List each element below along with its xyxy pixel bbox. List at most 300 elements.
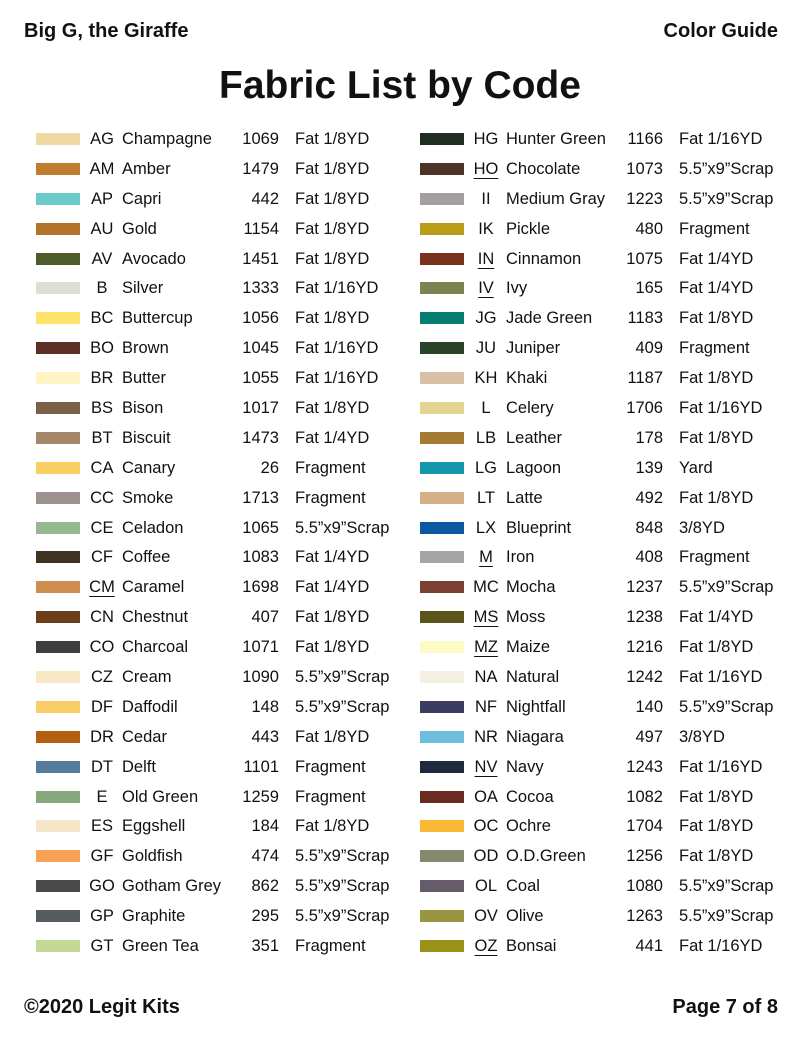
fabric-size: 5.5”x9”Scrap (679, 578, 774, 597)
fabric-size: Fat 1/8YD (295, 219, 370, 238)
fabric-row (418, 901, 788, 931)
fabric-row (418, 513, 788, 543)
fabric-size: Fat 1/4YD (295, 548, 370, 567)
fabric-size: Fat 1/4YD (679, 279, 754, 298)
fabric-name: Capri (122, 189, 162, 208)
fabric-row (34, 483, 404, 513)
color-swatch (36, 282, 80, 294)
fabric-row (418, 692, 788, 722)
color-swatch (36, 223, 80, 235)
guide-section-label: Color Guide (663, 20, 778, 42)
color-swatch (36, 133, 80, 145)
fabric-row (418, 752, 788, 782)
fabric-row (34, 184, 404, 214)
fabric-size: Fat 1/16YD (679, 937, 763, 956)
fabric-code: AM (89, 159, 115, 178)
fabric-number: 1243 (626, 757, 663, 776)
fabric-number: 1333 (242, 279, 279, 298)
fabric-size: Fat 1/16YD (679, 399, 763, 418)
fabric-size: 5.5”x9”Scrap (295, 668, 390, 687)
fabric-name: Pickle (506, 219, 551, 238)
fabric-row (34, 542, 404, 572)
fabric-code: JG (475, 309, 497, 328)
color-swatch (420, 731, 464, 743)
fabric-code: CA (90, 458, 114, 477)
fabric-name: Niagara (506, 727, 564, 746)
fabric-row (34, 811, 404, 841)
fabric-name: Jade Green (506, 309, 593, 328)
fabric-code: OA (474, 787, 498, 806)
fabric-code: DF (91, 697, 113, 716)
fabric-size: Fat 1/8YD (295, 159, 370, 178)
fabric-number: 441 (635, 937, 663, 956)
color-swatch (420, 671, 464, 683)
fabric-row (418, 602, 788, 632)
fabric-code: GT (90, 937, 114, 956)
fabric-number: 1056 (242, 309, 279, 328)
fabric-row (34, 214, 404, 244)
color-swatch (36, 342, 80, 354)
color-swatch (36, 551, 80, 563)
fabric-size: Fat 1/4YD (295, 428, 370, 447)
fabric-code: OZ (474, 937, 498, 956)
fabric-number: 862 (251, 877, 279, 896)
fabric-name: Green Tea (122, 937, 199, 956)
fabric-name: Ivy (506, 279, 528, 298)
fabric-row (34, 513, 404, 543)
fabric-row (418, 811, 788, 841)
fabric-size: Fat 1/4YD (295, 578, 370, 597)
color-swatch (420, 820, 464, 832)
fabric-size: Fragment (679, 339, 750, 358)
color-swatch (36, 791, 80, 803)
fabric-name: Iron (506, 548, 535, 567)
fabric-code: CC (90, 488, 114, 507)
fabric-size: 5.5”x9”Scrap (295, 847, 390, 866)
fabric-number: 1256 (626, 847, 663, 866)
fabric-row (34, 871, 404, 901)
fabric-row (34, 333, 404, 363)
fabric-number: 1223 (626, 189, 663, 208)
fabric-row (34, 722, 404, 752)
fabric-code: GO (89, 877, 115, 896)
fabric-row (418, 333, 788, 363)
fabric-code: LX (475, 518, 497, 537)
color-swatch (36, 671, 80, 683)
fabric-code: B (96, 279, 108, 298)
fabric-name: Navy (506, 757, 544, 776)
fabric-number: 26 (260, 458, 279, 477)
fabric-name: Biscuit (122, 428, 171, 447)
fabric-row (418, 393, 788, 423)
fabric-row (418, 722, 788, 752)
color-swatch (420, 581, 464, 593)
fabric-number: 1473 (242, 428, 279, 447)
fabric-row (418, 841, 788, 871)
color-swatch (36, 492, 80, 504)
color-swatch (420, 402, 464, 414)
fabric-row (418, 871, 788, 901)
fabric-name: Coal (506, 877, 540, 896)
fabric-size: Fat 1/16YD (295, 279, 379, 298)
color-swatch (420, 611, 464, 623)
fabric-code: IN (477, 249, 495, 268)
fabric-name: Charcoal (122, 638, 189, 657)
fabric-row (418, 423, 788, 453)
fabric-code: IK (478, 219, 494, 238)
fabric-name: Maize (506, 638, 551, 657)
fabric-row (418, 303, 788, 333)
color-swatch (36, 641, 80, 653)
fabric-name: Lagoon (506, 458, 562, 477)
fabric-code: ES (90, 817, 113, 836)
fabric-number: 497 (635, 727, 663, 746)
fabric-name: Canary (122, 458, 176, 477)
fabric-number: 1242 (626, 668, 663, 687)
fabric-row (34, 363, 404, 393)
fabric-size: 5.5”x9”Scrap (679, 159, 774, 178)
fabric-number: 1071 (242, 638, 279, 657)
fabric-size: Fat 1/8YD (679, 787, 754, 806)
guide-title: Big G, the Giraffe (24, 20, 189, 42)
fabric-number: 1698 (242, 578, 279, 597)
color-swatch (36, 462, 80, 474)
fabric-size: 5.5”x9”Scrap (295, 518, 390, 537)
fabric-number: 492 (635, 488, 663, 507)
fabric-number: 409 (635, 339, 663, 358)
fabric-row (34, 931, 404, 961)
fabric-number: 1166 (627, 130, 663, 148)
fabric-list-left-column (34, 124, 404, 961)
fabric-number: 848 (635, 518, 663, 537)
fabric-number: 1154 (243, 219, 279, 238)
fabric-size: Fat 1/16YD (295, 369, 379, 388)
fabric-size: Fragment (295, 937, 366, 956)
fabric-name: Juniper (506, 339, 561, 358)
fabric-number: 165 (635, 279, 663, 298)
fabric-number: 1069 (242, 130, 279, 148)
color-swatch (420, 910, 464, 922)
color-swatch (36, 372, 80, 384)
fabric-row (418, 154, 788, 184)
fabric-size: Yard (679, 458, 713, 477)
fabric-size: Fat 1/8YD (679, 638, 754, 657)
fabric-number: 1055 (242, 369, 279, 388)
color-swatch (36, 193, 80, 205)
fabric-size: Fat 1/8YD (679, 488, 754, 507)
fabric-size: Fat 1/8YD (679, 369, 754, 388)
fabric-size: Fat 1/8YD (679, 847, 754, 866)
fabric-code: GF (90, 847, 114, 866)
fabric-number: 480 (635, 219, 663, 238)
color-swatch (420, 850, 464, 862)
fabric-number: 1065 (242, 518, 279, 537)
color-swatch (420, 193, 464, 205)
fabric-row (418, 782, 788, 812)
fabric-name: Cinnamon (506, 249, 582, 268)
fabric-size: Fragment (679, 548, 750, 567)
fabric-name: Khaki (506, 369, 548, 388)
fabric-size: 5.5”x9”Scrap (679, 697, 774, 716)
fabric-name: Cream (122, 668, 172, 687)
color-swatch (36, 731, 80, 743)
color-swatch (36, 432, 80, 444)
color-swatch (36, 522, 80, 534)
fabric-code: HO (473, 159, 499, 178)
color-swatch (36, 701, 80, 713)
fabric-name: Medium Gray (506, 189, 606, 208)
fabric-size: Fat 1/8YD (679, 309, 754, 328)
fabric-number: 1706 (626, 399, 663, 418)
fabric-row (34, 602, 404, 632)
fabric-number: 1101 (243, 757, 279, 776)
color-swatch (36, 253, 80, 265)
fabric-code: AG (90, 130, 114, 148)
fabric-number: 1238 (626, 608, 663, 627)
fabric-row (418, 662, 788, 692)
color-swatch (420, 880, 464, 892)
fabric-name: Butter (122, 369, 167, 388)
fabric-name: Cocoa (506, 787, 554, 806)
color-swatch (420, 282, 464, 294)
fabric-row (418, 453, 788, 483)
fabric-size: Fragment (295, 488, 366, 507)
fabric-size: Fat 1/8YD (295, 130, 370, 148)
fabric-code: L (481, 399, 491, 418)
fabric-name: Gold (122, 219, 157, 238)
fabric-row (34, 423, 404, 453)
fabric-code: E (96, 787, 108, 806)
fabric-name: Silver (122, 279, 164, 298)
copyright-notice: ©2020 Legit Kits (24, 996, 180, 1018)
fabric-code: LB (475, 428, 497, 447)
fabric-number: 1263 (626, 907, 663, 926)
fabric-number: 1183 (627, 309, 663, 328)
fabric-row (34, 453, 404, 483)
fabric-row (34, 901, 404, 931)
fabric-name: Caramel (122, 578, 185, 597)
fabric-code: OC (473, 817, 499, 836)
fabric-number: 408 (635, 548, 663, 567)
fabric-size: Fragment (295, 757, 366, 776)
fabric-row (34, 632, 404, 662)
fabric-code: BS (90, 399, 113, 418)
fabric-number: 148 (251, 697, 279, 716)
fabric-size: Fat 1/4YD (679, 608, 754, 627)
fabric-size: Fat 1/16YD (295, 339, 379, 358)
fabric-row (418, 124, 788, 154)
fabric-row (34, 782, 404, 812)
fabric-code: CO (89, 638, 115, 657)
fabric-name: Avocado (122, 249, 186, 268)
fabric-row (418, 363, 788, 393)
fabric-size: Fat 1/8YD (295, 727, 370, 746)
fabric-code: CN (90, 608, 114, 627)
fabric-name: Chestnut (122, 608, 189, 627)
fabric-number: 1216 (626, 638, 663, 657)
fabric-name: Olive (506, 907, 544, 926)
color-swatch (36, 820, 80, 832)
fabric-row (34, 273, 404, 303)
fabric-code: CE (90, 518, 114, 537)
fabric-number: 1075 (626, 249, 663, 268)
fabric-code: M (479, 548, 493, 567)
fabric-row (418, 483, 788, 513)
fabric-row (34, 154, 404, 184)
fabric-number: 474 (251, 847, 279, 866)
fabric-number: 351 (251, 937, 279, 956)
fabric-row (418, 273, 788, 303)
fabric-code: DT (91, 757, 113, 776)
fabric-code: NF (475, 697, 497, 716)
fabric-name: Leather (506, 428, 562, 447)
fabric-code: JU (475, 339, 497, 358)
fabric-code: IV (478, 279, 494, 298)
fabric-size: 5.5”x9”Scrap (679, 189, 774, 208)
color-swatch (420, 372, 464, 384)
fabric-row (34, 393, 404, 423)
fabric-row (418, 572, 788, 602)
color-swatch (420, 791, 464, 803)
fabric-name: Blueprint (506, 518, 572, 537)
fabric-code: LT (476, 488, 496, 507)
fabric-code: HG (473, 130, 499, 148)
fabric-number: 1017 (242, 399, 279, 418)
fabric-size: 5.5”x9”Scrap (679, 907, 774, 926)
fabric-code: BO (90, 339, 114, 358)
fabric-row (418, 632, 788, 662)
page-title: Fabric List by Code (219, 64, 581, 107)
color-swatch (36, 581, 80, 593)
fabric-size: 5.5”x9”Scrap (295, 907, 390, 926)
fabric-code: DR (90, 727, 114, 746)
fabric-name: Celadon (122, 518, 184, 537)
fabric-code: OV (474, 907, 498, 926)
fabric-name: Bison (122, 399, 164, 418)
fabric-row (418, 244, 788, 274)
fabric-name: Mocha (506, 578, 556, 597)
fabric-size: Fat 1/16YD (679, 130, 763, 148)
fabric-code: NR (474, 727, 498, 746)
fabric-name: Natural (506, 668, 560, 687)
fabric-code: KH (474, 369, 498, 388)
color-swatch (420, 253, 464, 265)
fabric-number: 178 (635, 428, 663, 447)
fabric-code: NA (474, 668, 498, 687)
color-swatch (420, 163, 464, 175)
fabric-code: OL (474, 877, 497, 896)
fabric-row (418, 542, 788, 572)
fabric-number: 1704 (626, 817, 663, 836)
fabric-code: CZ (91, 668, 113, 687)
fabric-code: MS (473, 608, 499, 627)
fabric-name: Latte (506, 488, 543, 507)
color-swatch (420, 641, 464, 653)
fabric-number: 442 (251, 189, 279, 208)
fabric-number: 140 (635, 697, 663, 716)
fabric-number: 1187 (627, 369, 663, 388)
fabric-row (34, 244, 404, 274)
fabric-row (34, 572, 404, 602)
fabric-size: Fat 1/8YD (295, 249, 370, 268)
fabric-code: AP (90, 189, 113, 208)
color-swatch (36, 312, 80, 324)
color-swatch (420, 133, 464, 145)
fabric-size: 5.5”x9”Scrap (295, 877, 390, 896)
color-swatch (420, 432, 464, 444)
color-swatch (420, 701, 464, 713)
fabric-size: Fragment (295, 458, 366, 477)
fabric-number: 1090 (242, 668, 279, 687)
fabric-size: 5.5”x9”Scrap (295, 697, 390, 716)
fabric-row (34, 662, 404, 692)
fabric-number: 443 (251, 727, 279, 746)
fabric-size: 3/8YD (679, 727, 725, 746)
fabric-name: Bonsai (506, 937, 557, 956)
fabric-code: AV (91, 249, 113, 268)
fabric-number: 1259 (242, 787, 279, 806)
fabric-size: Fat 1/8YD (295, 309, 370, 328)
fabric-number: 1451 (242, 249, 279, 268)
fabric-row (34, 303, 404, 333)
fabric-row (34, 841, 404, 871)
fabric-name: Hunter Green (506, 130, 606, 148)
fabric-code: II (481, 189, 491, 208)
fabric-list-right-column (418, 124, 788, 961)
color-swatch (36, 940, 80, 952)
fabric-code: CF (91, 548, 113, 567)
fabric-size: 5.5”x9”Scrap (679, 877, 774, 896)
fabric-row (418, 931, 788, 961)
fabric-number: 1082 (626, 787, 663, 806)
fabric-name: Moss (506, 608, 546, 627)
fabric-size: Fragment (679, 219, 750, 238)
color-swatch (420, 940, 464, 952)
fabric-size: Fragment (295, 787, 366, 806)
fabric-code: BT (91, 428, 113, 447)
fabric-code: MC (473, 578, 499, 597)
fabric-name: O.D.Green (506, 847, 586, 866)
fabric-size: Fat 1/8YD (679, 428, 754, 447)
fabric-number: 1479 (242, 159, 279, 178)
fabric-size: Fat 1/8YD (679, 817, 754, 836)
color-swatch (36, 880, 80, 892)
color-swatch (36, 611, 80, 623)
fabric-number: 295 (251, 907, 279, 926)
fabric-code: NV (474, 757, 498, 776)
color-swatch (420, 462, 464, 474)
fabric-size: 3/8YD (679, 518, 725, 537)
fabric-number: 407 (251, 608, 279, 627)
fabric-number: 1073 (626, 159, 663, 178)
fabric-code: BR (90, 369, 114, 388)
fabric-name: Champagne (122, 130, 212, 148)
fabric-size: Fat 1/16YD (679, 668, 763, 687)
color-swatch (36, 850, 80, 862)
color-swatch (420, 312, 464, 324)
color-swatch (420, 223, 464, 235)
fabric-name: Eggshell (122, 817, 186, 836)
fabric-code: LG (474, 458, 497, 477)
fabric-code: MZ (474, 638, 498, 657)
fabric-name: Buttercup (122, 309, 193, 328)
fabric-row (34, 752, 404, 782)
fabric-name: Coffee (122, 548, 171, 567)
fabric-code: BC (90, 309, 114, 328)
fabric-row (34, 692, 404, 722)
color-swatch (420, 551, 464, 563)
fabric-number: 139 (635, 458, 663, 477)
